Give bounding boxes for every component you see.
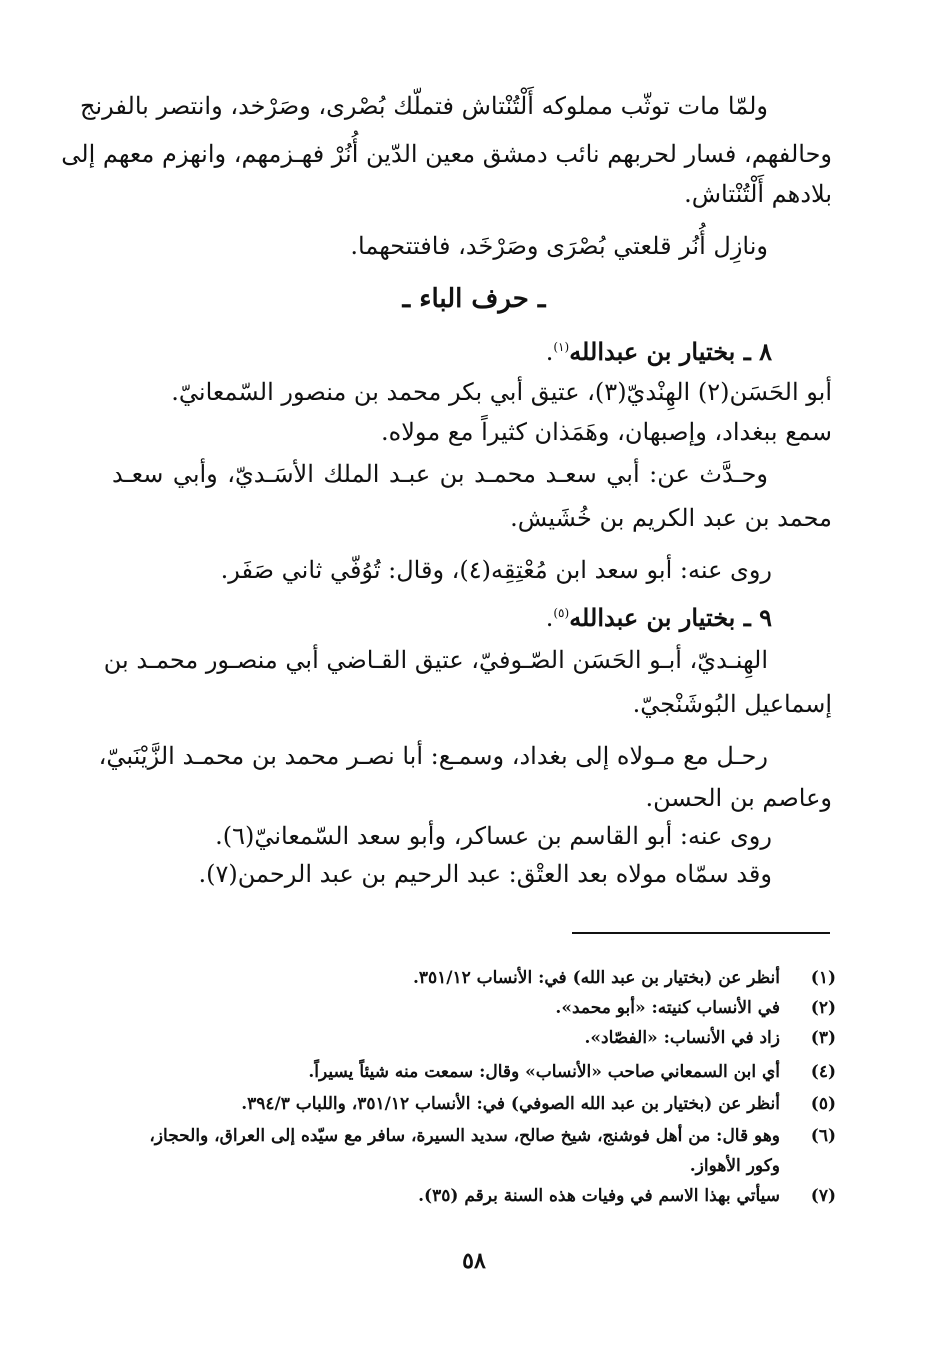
footnote-number: (١): [810, 968, 836, 988]
footnote-ref: (١): [553, 340, 570, 354]
entry-line: الهِنـديّ، أبـو الحَسَن الصّـوفيّ، عتيق القـاضي أبي منصـور محمـد بن: [103, 646, 768, 674]
section-heading: ـ حرف الباء ـ: [402, 284, 546, 314]
footnote-number: (٣): [810, 1028, 836, 1048]
footnote-number: (٦): [810, 1126, 836, 1146]
footnote-text: في الأنساب كنيته: «أبو محمد».: [555, 998, 780, 1018]
entry-title-end: .: [545, 604, 554, 632]
paragraph-line: بلادهم أَلْتُنْتاش.: [684, 180, 832, 208]
entry-line: أبو الحَسَن(٢) الهِنْديّ(٣)، عتيق أبي بكر محمد بن منصور السّمعانيّ.: [171, 378, 832, 406]
entry-line: روى عنه: أبو سعد ابن مُعْتِقِه(٤)، وقال: تُوُفّي ثاني صَفَر.: [220, 556, 772, 584]
entry-line: وعاصم بن الحسن.: [645, 784, 832, 812]
footnote-number: (٥): [810, 1094, 836, 1114]
footnote-text: وكور الأهواز.: [689, 1156, 780, 1176]
footnote-text: زاد في الأنساب: «الفصّاد».: [584, 1028, 780, 1048]
entry-line: روى عنه: أبو القاسم بن عساكر، وأبو سعد السّمعانيّ(٦).: [215, 822, 772, 850]
footnote-text: وهو قال: من أهل فوشنج، شيخ صالح، سديد السيرة، سافر مع سيّده إلى العراق، والحجاز،: [149, 1126, 780, 1146]
footnote-number: (٤): [810, 1062, 836, 1082]
entry-line: سمع ببغداد، وإصبهان، وهَمَذان كثيراً مع مولاه.: [381, 418, 832, 446]
footnote-text: أنظر عن (بختيار بن عبد الله الصوفي) في: الأنساب ٣٥١/١٢، واللباب ٣٩٤/٣.: [241, 1094, 780, 1114]
footnote-number: (٧): [810, 1186, 836, 1206]
paragraph-line: ونازِل أُنُر قلعتي بُصْرَى وصَرْخَد، فافتتحهما.: [350, 232, 768, 260]
footnote-text: سيأتي بهذا الاسم في وفيات هذه السنة برقم (٣٥).: [418, 1186, 780, 1206]
entry-line: رحـل مع مـولاه إلى بغداد، وسمـع: أبا نصـر محمد بن محمـد الزَّيْنَبيّ،: [98, 742, 768, 770]
entry-line: وحـدَّث عن: أبي سعـد محمـد بن عبـد الملك الأسَـديّ، وأبي سعـد: [112, 460, 768, 488]
entry-title: [546, 604, 772, 633]
entry-title: [546, 338, 772, 367]
paragraph-line: ولمّا مات توثّب مملوكه أَلْتُنْتاش فتملّك بُصْرى، وصَرْخد، وانتصر بالفرنج: [79, 92, 768, 120]
footnote-separator: [572, 932, 830, 934]
footnote-text: أنظر عن (بختيار بن عبد الله) في: الأنساب ٣٥١/١٢.: [412, 968, 780, 988]
paragraph-line: وحالفهم، فسار لحربهم نائب دمشق معين الدّين أُنُرْ فهـزمهم، وانهزم معهم إلى: [61, 140, 832, 168]
footnote-number: (٢): [810, 998, 836, 1018]
footnote-ref: (٥): [553, 606, 570, 620]
entry-line: محمد بن عبد الكريم بن خُشَيش.: [510, 504, 832, 532]
page-number: ٥٨: [462, 1248, 486, 1274]
entry-title-text: ٩ ـ بختيار بن عبدالله: [569, 603, 772, 632]
entry-title-end: .: [545, 338, 554, 366]
entry-line: إسماعيل البُوشَنْجيّ.: [632, 690, 832, 718]
entry-title-text: ٨ ـ بختيار بن عبدالله: [569, 337, 772, 366]
footnote-text: أي ابن السمعاني صاحب «الأنساب» وقال: سمعت منه شيئاً يسيراً.: [308, 1062, 780, 1082]
entry-line: وقد سمّاه مولاه بعد العتْق: عبد الرحيم بن عبد الرحمن(٧).: [198, 860, 772, 888]
